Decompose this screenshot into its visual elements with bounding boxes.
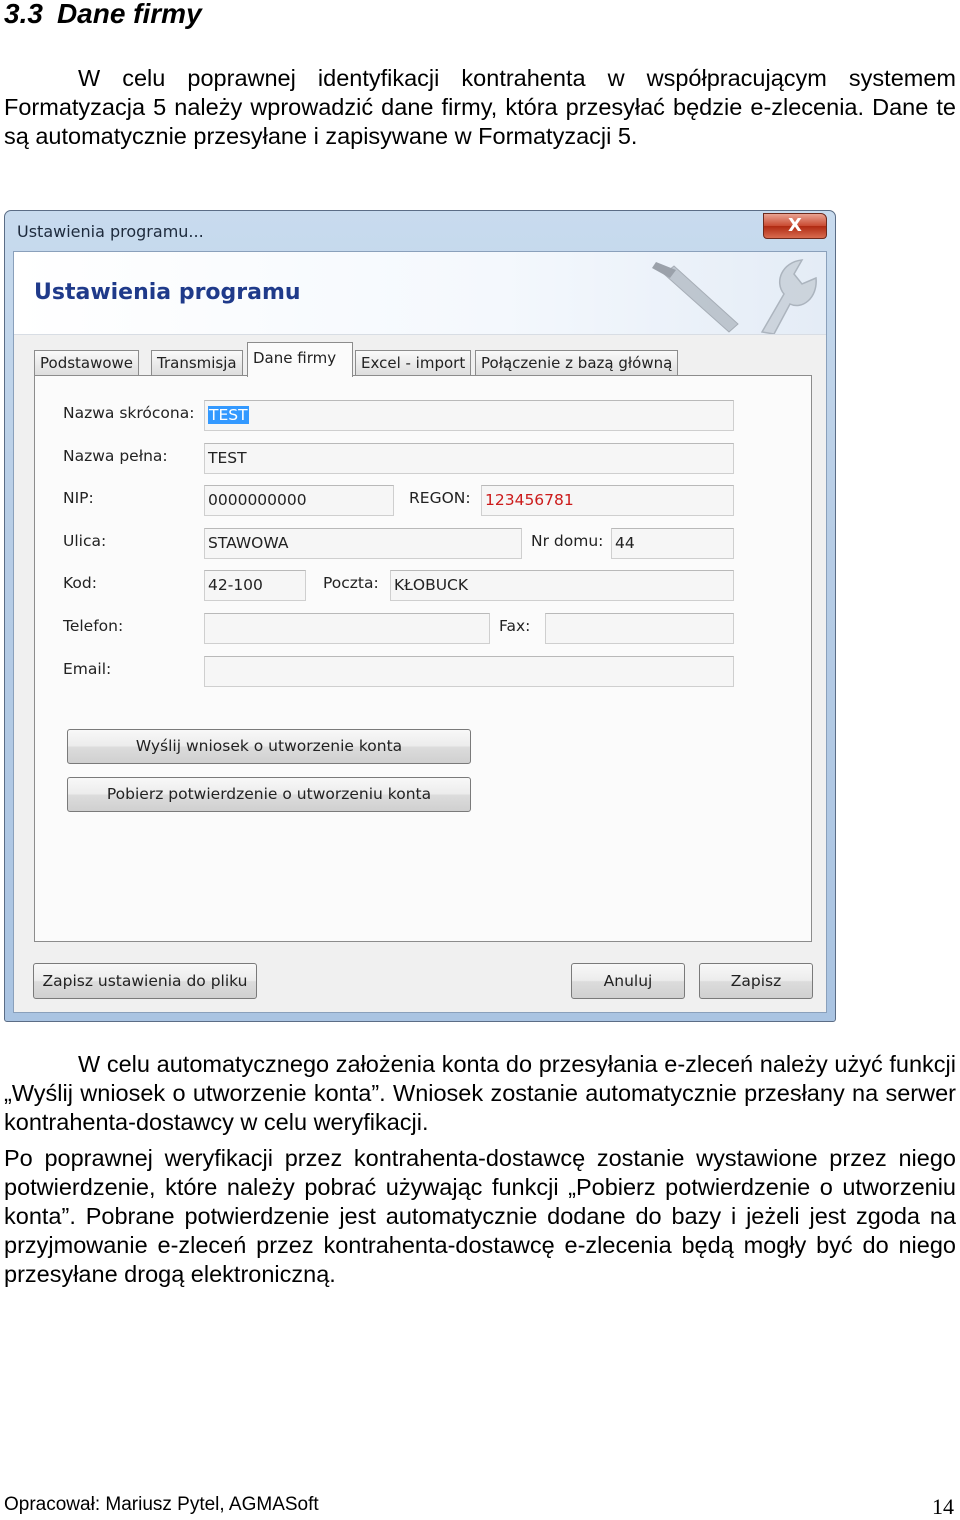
full-name-label: Nazwa pełna: [63,447,168,465]
tab-basic[interactable]: Podstawowe [34,350,139,376]
section-title: Dane firmy [56,0,202,29]
post-office-label: Poczta: [323,574,379,592]
full-name-input[interactable]: TEST [204,443,734,474]
house-number-label: Nr domu: [531,532,604,550]
banner-title: Ustawienia programu [34,280,301,305]
window-title: Ustawienia programu... [17,222,204,241]
email-input[interactable] [204,656,734,687]
short-name-label: Nazwa skrócona: [63,404,195,422]
company-data-panel [34,375,812,942]
paragraph-account-request [4,1050,956,1137]
postal-code-label: Kod: [63,574,97,592]
nip-label: NIP: [63,489,94,507]
section-heading [4,0,202,30]
section-number: 3.3 [4,0,43,29]
regon-input[interactable]: 123456781 [481,485,734,516]
banner [14,252,826,335]
tab-excel-import[interactable]: Excel - import [355,350,471,376]
intro-text: W celu poprawnej identyfikacji kontrahenta w współpracującym systemem Formatyzacja 5 należy wprowadzić dane firmy, która przesyłać będzie e-zlecenia. Dane te są automatycznie przesyłane i zapisywane w Formatyzacji 5. [4,65,956,149]
nip-input[interactable]: 0000000000 [204,485,394,516]
street-input[interactable]: STAWOWA [204,528,522,559]
short-name-input[interactable] [204,400,734,431]
paragraph-confirmation: Po poprawnej weryfikacji przez kontrahenta-dostawcę zostanie wystawione przez niego potwierdzenie, które należy pobrać używając funkcji „Pobierz potwierdzenie o utworzeniu konta”. Pobrane potwierdzenie jest automatycznie dodane do bazy i jeżeli jest zgoda na przyjmowanie e-zleceń przez kontrahenta-dostawcę e-zlecenia będą mogły być do niego przesyłane drogą elektroniczną. [4,1145,956,1287]
street-label: Ulica: [63,532,107,550]
window-client-area [13,251,827,1013]
house-number-input[interactable]: 44 [611,528,734,559]
close-button[interactable] [763,213,827,239]
phone-label: Telefon: [63,617,124,635]
email-label: Email: [63,660,112,678]
post-office-input[interactable]: KŁOBUCK [390,570,734,601]
settings-window [4,210,836,1022]
save-settings-to-file-button[interactable]: Zapisz ustawienia do pliku [33,963,257,999]
tools-icon [634,254,824,334]
intro-paragraph [4,64,956,151]
tab-main-db-connection[interactable]: Połączenie z bazą główną [475,350,678,376]
paragraph-account-request-text: W celu automatycznego założenia konta do przesyłania e-zleceń należy użyć funkcji „Wyślij wniosek o utworzenie konta”. Wniosek zostanie automatycznie przesłany na serwer kontrahenta-dostawcy w celu weryfikacji. [4,1051,956,1135]
phone-input[interactable] [204,613,490,644]
save-button[interactable]: Zapisz [699,963,813,999]
get-account-confirmation-button[interactable]: Pobierz potwierdzenie o utworzeniu konta [67,777,471,812]
short-name-value: TEST [209,406,248,424]
cancel-button[interactable]: Anuluj [571,963,685,999]
fax-input[interactable] [545,613,734,644]
fax-label: Fax: [499,617,531,635]
regon-label: REGON: [409,489,471,507]
page-number: 14 [932,1494,954,1519]
tab-transmission[interactable]: Transmisja [151,350,243,376]
tab-company-data[interactable]: Dane firmy [247,342,353,377]
postal-code-input[interactable]: 42-100 [204,570,306,601]
close-icon: X [788,215,802,236]
send-account-request-button[interactable]: Wyślij wniosek o utworzenie konta [67,729,471,764]
footer-author: Opracował: Mariusz Pytel, AGMASoft [4,1494,319,1515]
